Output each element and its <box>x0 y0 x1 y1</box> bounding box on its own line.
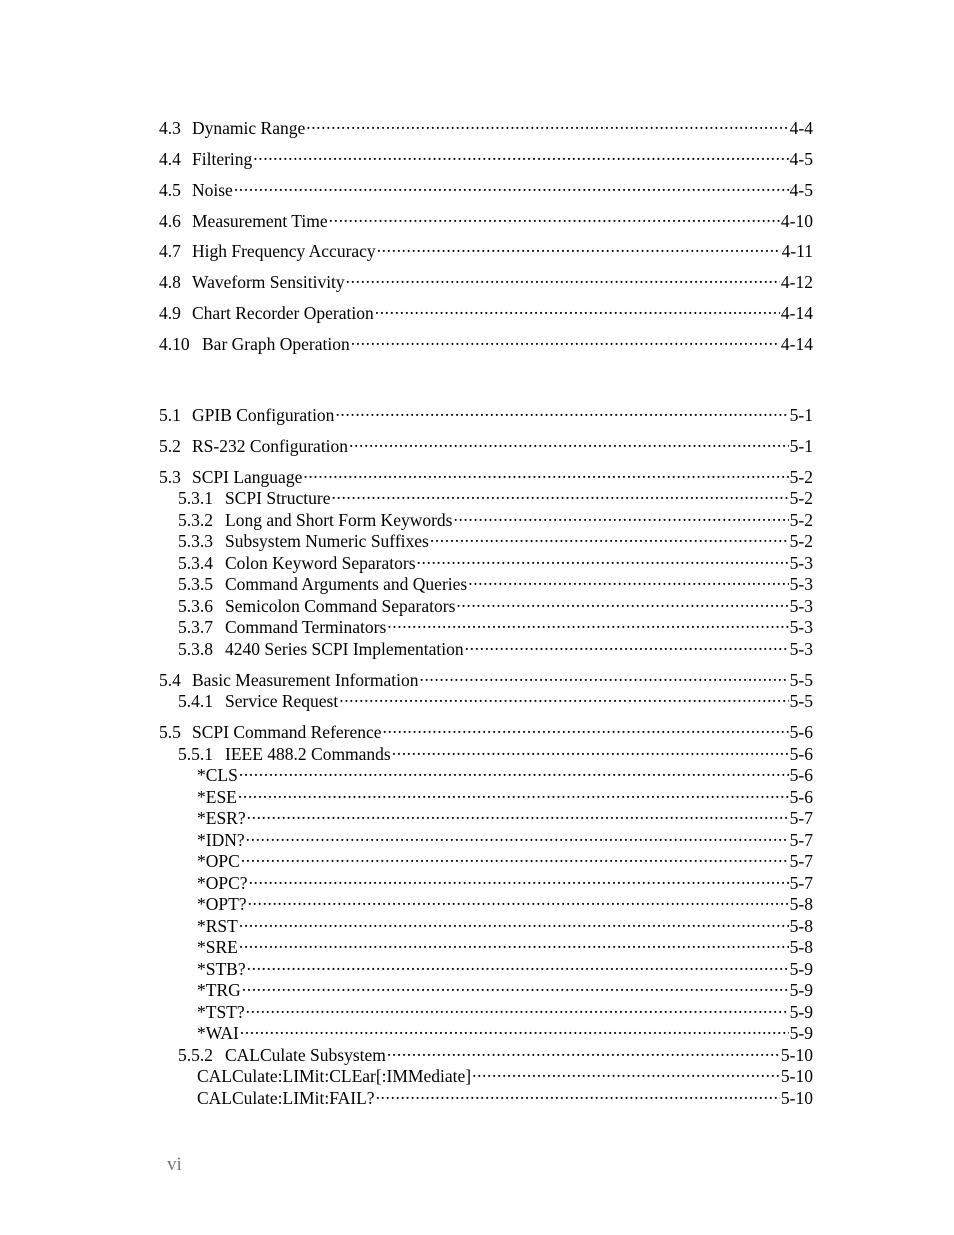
toc-page-number: 4-10 <box>780 211 813 231</box>
toc-section-label: GPIB Configuration <box>192 405 335 425</box>
toc-entry-title <box>159 302 374 324</box>
dot-leader <box>387 1039 780 1061</box>
dot-leader <box>339 685 788 707</box>
toc-page-number: 5-5 <box>789 670 813 690</box>
toc-section-label: *RST <box>197 916 238 936</box>
toc-entry[interactable] <box>197 759 813 785</box>
toc-section-label: *IDN? <box>197 830 245 850</box>
toc-section-label: *OPC? <box>197 873 248 893</box>
dot-leader <box>239 910 789 932</box>
toc-page-number: 5-10 <box>780 1088 813 1108</box>
toc-entry[interactable] <box>178 685 813 711</box>
dot-leader <box>417 547 789 569</box>
dot-leader <box>456 590 788 612</box>
dot-leader <box>346 266 780 288</box>
toc-page-number: 5-5 <box>789 691 813 711</box>
dot-leader <box>247 953 789 975</box>
dot-leader <box>392 738 789 760</box>
dot-leader <box>238 781 789 803</box>
toc-page-number: 5-9 <box>789 980 813 1000</box>
toc-section-number: 5.3.7 <box>178 617 213 637</box>
dot-leader <box>387 611 788 633</box>
toc-entry-title <box>197 1087 375 1109</box>
toc-section-number: 5.3 <box>159 467 181 487</box>
toc-section-number: 5.3.1 <box>178 488 213 508</box>
toc-entry[interactable] <box>178 482 813 508</box>
dot-leader <box>246 824 789 846</box>
toc-page-number: 4-5 <box>789 149 813 169</box>
toc-entry[interactable] <box>159 328 813 354</box>
toc-page-number: 5-10 <box>780 1045 813 1065</box>
toc-entry[interactable] <box>159 174 813 200</box>
toc-entry[interactable] <box>197 781 813 807</box>
toc-page-number: 5-2 <box>789 531 813 551</box>
toc-entry[interactable] <box>197 1060 813 1086</box>
toc-page-number: 4-5 <box>789 180 813 200</box>
toc-entry-title <box>159 210 328 232</box>
dot-leader <box>248 888 789 910</box>
toc-section-number: 4.8 <box>159 272 181 292</box>
toc-page-number: 5-7 <box>789 851 813 871</box>
toc-entry[interactable] <box>197 845 813 871</box>
dot-leader <box>376 1082 780 1104</box>
toc-page-number: 5-2 <box>789 467 813 487</box>
toc-page-number: 4-11 <box>781 241 813 261</box>
dot-leader <box>453 504 788 526</box>
toc-section-label: RS-232 Configuration <box>192 436 349 456</box>
dot-leader <box>306 112 788 134</box>
toc-page-number: 5-7 <box>789 830 813 850</box>
dot-leader <box>329 205 780 227</box>
toc-entry[interactable] <box>159 205 813 231</box>
toc-section-number: 5.3.5 <box>178 574 213 594</box>
toc-page-number: 5-9 <box>789 1023 813 1043</box>
toc-section-label: Waveform Sensitivity <box>192 272 345 292</box>
toc-page-number: 5-3 <box>789 553 813 573</box>
toc-entry-title <box>159 240 376 262</box>
toc-entry[interactable] <box>178 1039 813 1065</box>
toc-section-number: 5.4.1 <box>178 691 213 711</box>
toc-entry[interactable] <box>159 297 813 323</box>
toc-page-number: 4-14 <box>780 334 813 354</box>
toc-section-label: *ESE <box>197 787 237 807</box>
toc-section-number: 4.4 <box>159 149 181 169</box>
toc-section-label: Filtering <box>192 149 253 169</box>
dot-leader <box>419 664 788 686</box>
toc-section-label: *OPC <box>197 851 240 871</box>
toc-section-label: Semicolon Command Separators <box>225 596 456 616</box>
toc-entry[interactable] <box>159 461 813 487</box>
toc-section-label: IEEE 488.2 Commands <box>225 744 391 764</box>
dot-leader <box>239 759 789 781</box>
toc-entry[interactable] <box>197 1017 813 1043</box>
toc-entry[interactable] <box>159 112 813 138</box>
toc-entry-title <box>159 179 233 201</box>
toc-entry[interactable] <box>197 1082 813 1108</box>
dot-leader <box>465 633 789 655</box>
toc-section-label: Noise <box>192 180 233 200</box>
dot-leader <box>351 328 780 350</box>
toc-section-number: 4.5 <box>159 180 181 200</box>
toc-section-label: Chart Recorder Operation <box>192 303 374 323</box>
toc-page-number: 5-6 <box>789 744 813 764</box>
toc-section-number: 5.2 <box>159 436 181 456</box>
toc-page-number: 5-7 <box>789 808 813 828</box>
dot-leader <box>303 461 788 483</box>
toc-section-label: Bar Graph Operation <box>202 334 350 354</box>
toc-page-number: 4-12 <box>780 272 813 292</box>
dot-leader <box>239 931 789 953</box>
toc-page-number: 5-8 <box>789 894 813 914</box>
toc-entry-title <box>159 404 334 426</box>
dot-leader <box>332 482 789 504</box>
toc-section-label: Subsystem Numeric Suffixes <box>225 531 429 551</box>
toc-section-number: 5.5.1 <box>178 744 213 764</box>
toc-section-number: 5.3.2 <box>178 510 213 530</box>
dot-leader <box>430 525 789 547</box>
toc-section-number: 5.5 <box>159 722 181 742</box>
toc-page-number: 5-9 <box>789 1002 813 1022</box>
toc-entry-title <box>178 638 464 660</box>
toc-section-label: Service Request <box>225 691 339 711</box>
dot-leader <box>472 1060 780 1082</box>
dot-leader <box>249 867 789 889</box>
toc-entry[interactable] <box>197 824 813 850</box>
toc-section-label: *SRE <box>197 937 238 957</box>
toc-entry[interactable] <box>178 738 813 764</box>
toc-section-number: 4.10 <box>159 334 190 354</box>
toc-page-number: 5-3 <box>789 574 813 594</box>
toc-entry[interactable] <box>178 633 813 659</box>
toc-section-label: SCPI Structure <box>225 488 331 508</box>
toc-page-number: 5-3 <box>789 639 813 659</box>
toc-section-number: 4.7 <box>159 241 181 261</box>
toc-section-label: *ESR? <box>197 808 246 828</box>
toc-page-number: 5-6 <box>789 765 813 785</box>
toc-section-label: *STB? <box>197 959 246 979</box>
toc-entry-title <box>178 690 338 712</box>
toc-entry[interactable] <box>159 664 813 690</box>
toc-entry[interactable] <box>197 931 813 957</box>
toc-section-label: CALCulate:LIMit:FAIL? <box>197 1088 375 1108</box>
toc-section-label: *TRG <box>197 980 241 1000</box>
toc-section-label: *TST? <box>197 1002 245 1022</box>
dot-leader <box>375 297 780 319</box>
toc-entry[interactable] <box>159 716 813 742</box>
toc-entry-title <box>159 333 350 355</box>
toc-page-number: 5-8 <box>789 937 813 957</box>
dot-leader <box>335 399 788 421</box>
toc-entry[interactable] <box>159 143 813 169</box>
dot-leader <box>468 568 788 590</box>
toc-section-label: Colon Keyword Separators <box>225 553 416 573</box>
toc-entry[interactable] <box>178 504 813 530</box>
toc-page-number: 4-4 <box>789 118 813 138</box>
toc-entry[interactable] <box>178 547 813 573</box>
toc-section-label: Measurement Time <box>192 211 328 231</box>
dot-leader <box>253 143 788 165</box>
toc-page-number: 5-3 <box>789 596 813 616</box>
toc-page-number: 5-7 <box>789 873 813 893</box>
toc-section-number: 5.3.3 <box>178 531 213 551</box>
toc-section-label: *CLS <box>197 765 238 785</box>
toc-section-number: 5.3.4 <box>178 553 213 573</box>
dot-leader <box>240 1017 789 1039</box>
dot-leader <box>349 430 789 452</box>
dot-leader <box>246 996 789 1018</box>
toc-entry[interactable] <box>197 953 813 979</box>
toc-entry-title <box>159 271 345 293</box>
toc-section-label: Basic Measurement Information <box>192 670 419 690</box>
toc-entry-title <box>159 117 305 139</box>
toc-entry[interactable] <box>178 568 813 594</box>
toc-page-number: 5-6 <box>789 722 813 742</box>
toc-section-number: 5.4 <box>159 670 181 690</box>
toc-section-label: Command Arguments and Queries <box>225 574 468 594</box>
toc-section-label: Command Terminators <box>225 617 387 637</box>
toc-section-label: *OPT? <box>197 894 247 914</box>
toc-section-label: Long and Short Form Keywords <box>225 510 453 530</box>
toc-page-number: 5-3 <box>789 617 813 637</box>
toc-page-number: 5-8 <box>789 916 813 936</box>
page-number: vi <box>167 1154 182 1175</box>
toc-section-label: CALCulate:LIMit:CLEar[:IMMediate] <box>197 1066 472 1086</box>
toc-section-label: SCPI Command Reference <box>192 722 382 742</box>
toc-section-number: 5.3.8 <box>178 639 213 659</box>
toc-entry[interactable] <box>197 888 813 914</box>
toc-section-number: 5.3.6 <box>178 596 213 616</box>
dot-leader <box>247 802 789 824</box>
toc-page-number: 5-1 <box>789 436 813 456</box>
toc-entry-title <box>159 435 348 457</box>
toc-section-number: 4.3 <box>159 118 181 138</box>
toc-page-number: 5-9 <box>789 959 813 979</box>
dot-leader <box>383 716 789 738</box>
toc-entry[interactable] <box>159 266 813 292</box>
toc-entry[interactable] <box>178 525 813 551</box>
toc-entry[interactable] <box>178 611 813 637</box>
toc-entry[interactable] <box>197 802 813 828</box>
toc-entry[interactable] <box>197 974 813 1000</box>
toc-section-label: 4240 Series SCPI Implementation <box>225 639 464 659</box>
toc-page-number: 4-14 <box>780 303 813 323</box>
toc-entry[interactable] <box>159 399 813 425</box>
toc-section-number: 4.6 <box>159 211 181 231</box>
toc-entry[interactable] <box>159 430 813 456</box>
dot-leader <box>242 974 789 996</box>
toc-entry-title <box>159 148 252 170</box>
toc-entry[interactable] <box>197 910 813 936</box>
toc-section-number: 5.1 <box>159 405 181 425</box>
toc-page-number: 5-2 <box>789 510 813 530</box>
toc-section-label: *WAI <box>197 1023 239 1043</box>
toc-page-number: 5-1 <box>789 405 813 425</box>
toc-entry[interactable] <box>178 590 813 616</box>
toc-entry[interactable] <box>159 235 813 261</box>
dot-leader <box>234 174 789 196</box>
toc-section-label: CALCulate Subsystem <box>225 1045 386 1065</box>
toc-page-number: 5-2 <box>789 488 813 508</box>
dot-leader <box>241 845 789 867</box>
toc-section-label: Dynamic Range <box>192 118 306 138</box>
toc-section-label: High Frequency Accuracy <box>192 241 376 261</box>
toc-entry[interactable] <box>197 867 813 893</box>
toc-section-label: SCPI Language <box>192 467 303 487</box>
toc-section-number: 4.9 <box>159 303 181 323</box>
toc-page-number: 5-10 <box>780 1066 813 1086</box>
toc-page-number: 5-6 <box>789 787 813 807</box>
toc-entry[interactable] <box>197 996 813 1022</box>
dot-leader <box>377 235 781 257</box>
toc-section-number: 5.5.2 <box>178 1045 213 1065</box>
